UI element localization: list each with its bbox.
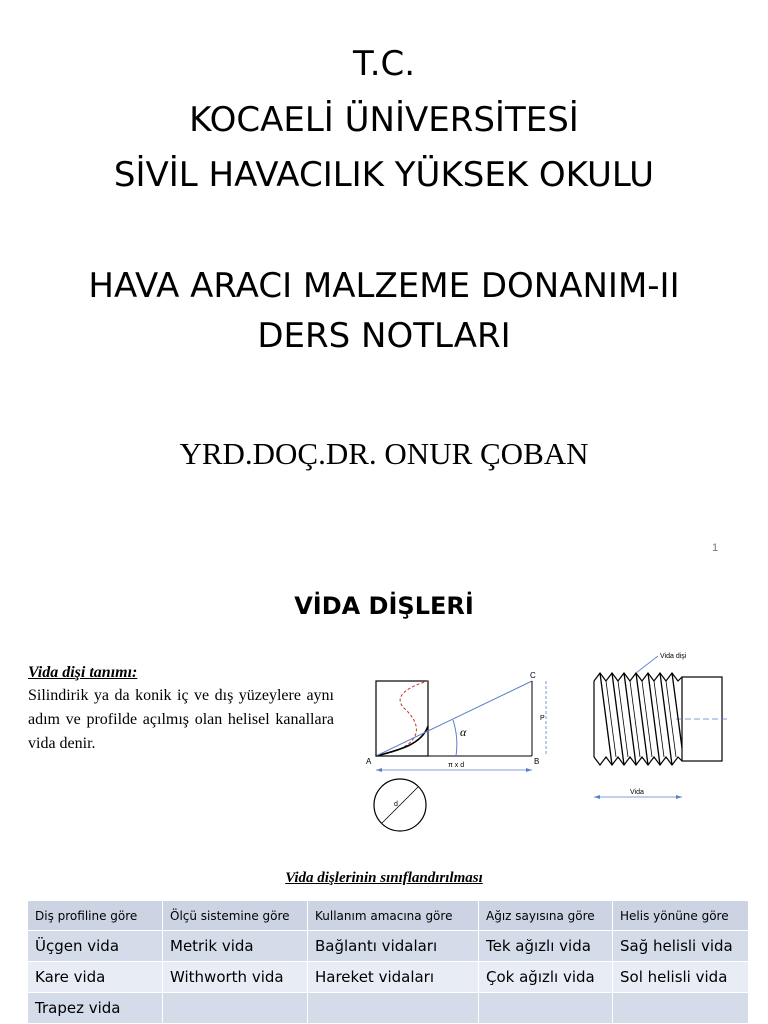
table-cell: Kare vida: [28, 962, 163, 993]
table-cell: [613, 993, 749, 1024]
table-cell: Sol helisli vida: [613, 962, 749, 993]
table-cell: [163, 993, 308, 1024]
table-cell: Withworth vida: [163, 962, 308, 993]
screw-dim-arrow-right: [676, 795, 682, 799]
dim-arrow-left: [376, 768, 382, 772]
table-cell: Üçgen vida: [28, 931, 163, 962]
table-cell: Hareket vidaları: [308, 962, 479, 993]
table-cell: Trapez vida: [28, 993, 163, 1024]
course-title: HAVA ARACI MALZEME DONANIM-II: [88, 266, 680, 306]
country-heading: T.C.: [352, 44, 416, 84]
table-cell: Tek ağızlı vida: [479, 931, 613, 962]
angle-arc: [453, 720, 457, 756]
table-row: [28, 962, 749, 993]
header-cell: Ölçü sistemine göre: [163, 901, 308, 931]
instructor-name: YRD.DOÇ.DR. ONUR ÇOBAN: [179, 436, 589, 471]
table-cell: Sağ helisli vida: [613, 931, 749, 962]
cylinder-outline: [376, 681, 428, 756]
diameter-line: [382, 787, 418, 823]
helix-line: [376, 726, 428, 756]
definition-heading: Vida dişi tanımı:: [28, 664, 138, 681]
thread-crests: [600, 673, 682, 765]
point-c-label: C: [530, 671, 536, 680]
thread-diagram: [360, 648, 740, 848]
screw-dim-arrow-left: [594, 795, 600, 799]
table-cell: [479, 993, 613, 1024]
thread-label: Vida dişi: [660, 653, 687, 660]
hypotenuse-line: [376, 681, 532, 756]
definition-text: Silindirik ya da konik iç ve dış yüzeylere aynı adım ve profilde açılmış olan helisel kanallara vida denir.: [28, 687, 334, 752]
diameter-label: d: [394, 801, 398, 808]
table-row: [28, 993, 749, 1024]
pitch-label: P: [540, 715, 545, 722]
thread-leader-line: [636, 656, 658, 673]
screw-label: Vida: [630, 789, 644, 796]
alpha-label: α: [460, 725, 467, 739]
table-cell: Metrik vida: [163, 931, 308, 962]
header-cell: Helis yönüne göre: [613, 901, 749, 931]
table-header-row: [28, 901, 749, 931]
table-row: [28, 931, 749, 962]
page-number: 1: [712, 542, 719, 554]
table-cell: Bağlantı vidaları: [308, 931, 479, 962]
thread-top-profile: [594, 673, 682, 681]
point-a-label: A: [366, 757, 372, 766]
slide-title: VİDA DİŞLERİ: [294, 592, 474, 620]
table-caption: Vida dişlerinin sınıflandırılması: [285, 870, 483, 886]
course-subtitle: DERS NOTLARI: [257, 316, 511, 356]
header-cell: Kullanım amacına göre: [308, 901, 479, 931]
table-cell: Çok ağızlı vida: [479, 962, 613, 993]
thread-bottom-profile: [594, 757, 682, 765]
classification-table: [27, 900, 749, 1024]
header-cell: Ağız sayısına göre: [479, 901, 613, 931]
screw-thread-slide: [0, 570, 768, 1024]
school-name: SİVİL HAVACILIK YÜKSEK OKULU: [113, 155, 655, 195]
header-cell: Diş profiline göre: [28, 901, 163, 931]
circumference-label: π x d: [448, 762, 465, 769]
table-cell: [308, 993, 479, 1024]
university-name: KOCAELİ ÜNİVERSİTESİ: [189, 100, 579, 140]
point-b-label: B: [534, 757, 540, 766]
helix-hidden-line: [376, 681, 428, 756]
dim-arrow-right: [526, 768, 532, 772]
